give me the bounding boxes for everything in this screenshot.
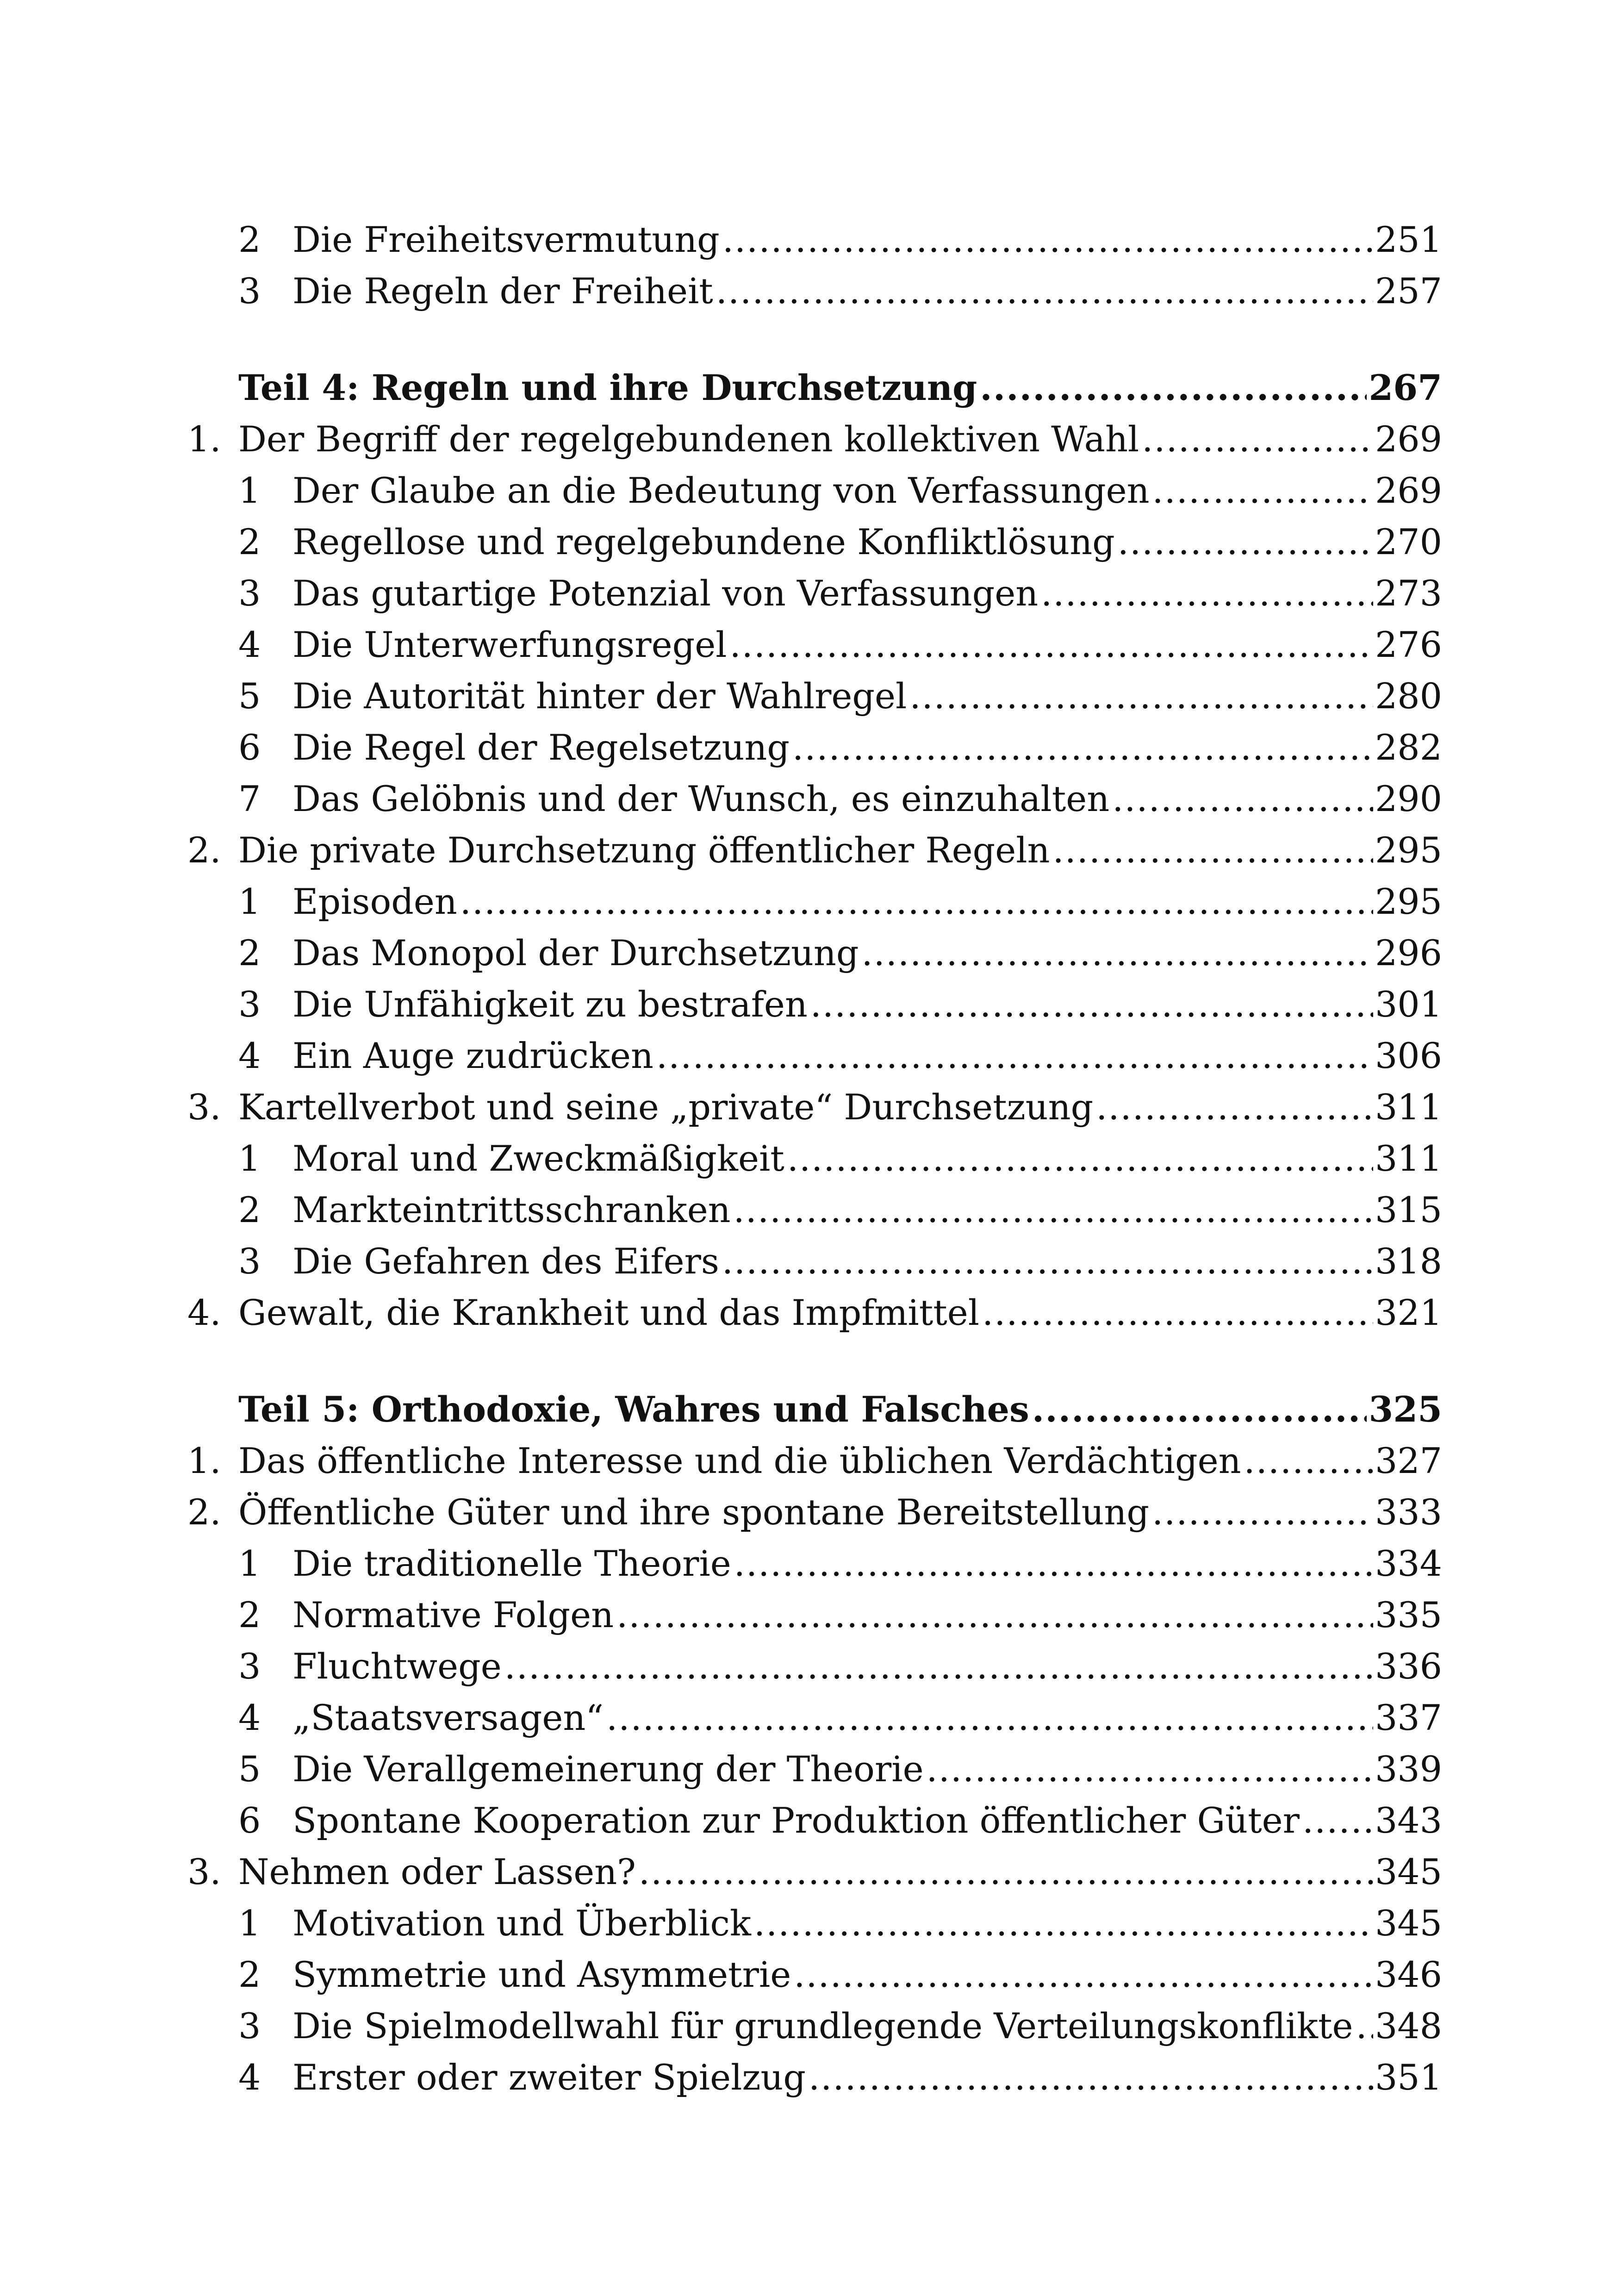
toc-entry-page: 295	[1375, 881, 1442, 922]
toc-entry-line	[238, 1435, 1442, 1486]
dot-leader	[927, 1743, 1373, 1795]
toc-entry-number: 4	[238, 2057, 261, 2098]
toc-entry-page: 333	[1375, 1491, 1442, 1533]
dot-leader	[810, 979, 1373, 1030]
dot-leader	[1118, 516, 1373, 568]
toc-entry-number: 1	[238, 1543, 261, 1584]
toc-entry-page: 311	[1375, 1086, 1442, 1128]
toc-entry-page: 295	[1375, 830, 1442, 871]
toc-entry-title: Die Unfähigkeit zu bestrafen	[292, 984, 808, 1025]
toc-entry-line	[292, 1692, 1442, 1743]
toc-entry-line	[292, 568, 1442, 619]
toc-entry-page: 273	[1375, 573, 1442, 614]
toc-entry	[0, 670, 1618, 722]
dot-leader	[809, 2052, 1373, 2103]
toc-entry-line	[292, 516, 1442, 568]
toc-entry-title: Das Monopol der Durchsetzung	[292, 932, 859, 973]
toc-entry	[0, 1030, 1618, 1081]
toc-entry-number: 2	[238, 1954, 261, 1995]
toc-entry-line	[292, 1795, 1442, 1846]
dot-leader	[1041, 568, 1373, 619]
toc-entry-number: 3	[238, 984, 261, 1025]
dot-leader	[616, 1589, 1373, 1641]
toc-entry	[0, 1486, 1618, 1538]
toc-entry-number: 2	[238, 1189, 261, 1230]
toc-entry-number: 1	[238, 470, 261, 511]
toc-entry-line	[292, 1235, 1442, 1287]
dot-leader	[656, 1030, 1373, 1081]
toc-entry-title: Die Gefahren des Eifers	[292, 1241, 719, 1282]
toc-entry-page: 339	[1375, 1748, 1442, 1790]
toc-entry-title: Teil 5: Orthodoxie, Wahres und Falsches	[238, 1389, 1029, 1430]
toc-entry-number: 3	[238, 2005, 261, 2046]
toc-entry-line	[292, 979, 1442, 1030]
toc-entry-number: 3	[238, 1646, 261, 1687]
dot-leader	[1052, 824, 1373, 876]
dot-leader	[722, 214, 1373, 265]
toc-entry-line	[292, 927, 1442, 979]
toc-entry-line	[238, 1081, 1442, 1133]
toc-entry-title: Die Verallgemeinerung der Theorie	[292, 1748, 924, 1790]
toc-entry-line	[292, 670, 1442, 722]
dot-leader	[754, 1897, 1373, 1949]
dot-leader	[504, 1641, 1373, 1692]
toc-entry-number: 2	[238, 521, 261, 562]
toc-entry-line	[292, 773, 1442, 824]
toc-entry	[0, 979, 1618, 1030]
toc-entry-title: Das gutartige Potenzial von Verfassungen	[292, 573, 1039, 614]
toc-entry-number: 2	[238, 219, 261, 260]
toc-entry-page: 345	[1375, 1903, 1442, 1944]
toc-entry	[0, 876, 1618, 927]
toc-entry-page: 321	[1375, 1292, 1442, 1333]
toc-entry-title: Der Glaube an die Bedeutung von Verfassungen	[292, 470, 1150, 511]
toc-entry	[0, 1692, 1618, 1743]
dot-leader	[982, 1287, 1373, 1338]
toc-entry-number: 4	[238, 624, 261, 665]
toc-entry-number: 3	[238, 1241, 261, 1282]
toc-entry	[0, 2000, 1618, 2052]
toc-entry-title: Die Spielmodellwahl für grundlegende Verteilungskonflikte	[292, 2005, 1353, 2046]
dot-leader	[1152, 465, 1373, 516]
toc-entry-page: 351	[1375, 2057, 1442, 2098]
dot-leader	[1152, 1486, 1373, 1538]
toc-entry-page: 290	[1375, 778, 1442, 819]
toc-entry-page: 343	[1375, 1800, 1442, 1841]
dot-leader	[716, 265, 1373, 317]
toc-entry-line	[292, 722, 1442, 773]
dot-leader	[639, 1846, 1373, 1897]
toc-entry	[0, 1081, 1618, 1133]
toc-entry-page: 282	[1375, 727, 1442, 768]
toc-entry-page: 269	[1375, 418, 1442, 460]
toc-entry-page: 276	[1375, 624, 1442, 665]
toc-entry-line	[292, 876, 1442, 927]
toc-entry-title: Markteintrittsschranken	[292, 1189, 731, 1230]
toc-entry-title: Teil 4: Regeln und ihre Durchsetzung	[238, 367, 977, 408]
toc-entry	[0, 824, 1618, 876]
toc-entry	[0, 413, 1618, 465]
toc-entry	[0, 516, 1618, 568]
toc-entry-page: 346	[1375, 1954, 1442, 1995]
toc-entry-title: Symmetrie und Asymmetrie	[292, 1954, 791, 1995]
toc-entry-title: Das öffentliche Interesse und die üblichen Verdächtigen	[238, 1440, 1241, 1481]
toc-entry-number: 1.	[187, 418, 221, 460]
toc-entry-page: 335	[1375, 1594, 1442, 1635]
toc-entry-number: 5	[238, 675, 261, 717]
toc-entry	[0, 1133, 1618, 1184]
toc-entry-title: Gewalt, die Krankheit und das Impfmittel	[238, 1292, 980, 1333]
toc-entry-title: Die Regel der Regelsetzung	[292, 727, 790, 768]
toc-entry	[0, 1641, 1618, 1692]
toc-entry-page: 325	[1369, 1389, 1442, 1430]
toc-entry-line	[292, 265, 1442, 317]
toc-entry-line	[238, 362, 1442, 413]
toc-entry	[0, 722, 1618, 773]
toc-entry	[0, 1589, 1618, 1641]
dot-leader	[980, 362, 1367, 413]
toc-entry	[0, 1743, 1618, 1795]
dot-leader	[909, 670, 1373, 722]
dot-leader	[734, 1538, 1373, 1589]
toc-entry	[0, 465, 1618, 516]
toc-entry	[0, 619, 1618, 670]
toc-entry-number: 2	[238, 932, 261, 973]
toc-entry-page: 270	[1375, 521, 1442, 562]
toc-entry-number: 3	[238, 270, 261, 312]
toc-entry-line	[238, 1846, 1442, 1897]
toc-entry-page: 345	[1375, 1851, 1442, 1892]
toc-entry	[0, 265, 1618, 317]
toc-entry-page: 327	[1375, 1440, 1442, 1481]
toc-entry	[0, 1287, 1618, 1338]
toc-entry-page: 318	[1375, 1241, 1442, 1282]
dot-leader	[794, 1949, 1373, 2000]
toc-entry-number: 4	[238, 1697, 261, 1738]
toc-entry-number: 5	[238, 1748, 261, 1790]
toc-entry-line	[292, 1589, 1442, 1641]
toc-entry-number: 3	[238, 573, 261, 614]
toc-entry-number: 6	[238, 1800, 261, 1841]
toc-entry-page: 257	[1375, 270, 1442, 312]
toc-entry	[0, 2052, 1618, 2103]
dot-leader	[1302, 1795, 1373, 1846]
dot-leader	[1112, 773, 1373, 824]
toc-entry-number: 1	[238, 881, 261, 922]
toc-entry-title: Episoden	[292, 881, 457, 922]
toc-entry-title: Der Begriff der regelgebundenen kollektiven Wahl	[238, 418, 1139, 460]
dot-leader	[730, 619, 1373, 670]
toc-entry-number: 4.	[187, 1292, 221, 1333]
toc-entry	[0, 773, 1618, 824]
toc-entry-number: 2	[238, 1594, 261, 1635]
toc-entry-page: 301	[1375, 984, 1442, 1025]
toc-entry-title: Das Gelöbnis und der Wunsch, es einzuhalten	[292, 778, 1110, 819]
toc-entry-line	[292, 1949, 1442, 2000]
toc-entry	[0, 1897, 1618, 1949]
toc-entry-title: Moral und Zweckmäßigkeit	[292, 1138, 784, 1179]
toc-entry-number: 1	[238, 1903, 261, 1944]
toc-entry-title: Spontane Kooperation zur Produktion öffentlicher Güter	[292, 1800, 1300, 1841]
toc-entry-line	[292, 1743, 1442, 1795]
toc-entry-page: 337	[1375, 1697, 1442, 1738]
toc-entry-line	[292, 465, 1442, 516]
toc-part-heading	[0, 1384, 1618, 1435]
toc-entry-line	[292, 2000, 1442, 2052]
toc-entry-page: 315	[1375, 1189, 1442, 1230]
toc-entry-line	[238, 824, 1442, 876]
toc-entry-page: 336	[1375, 1646, 1442, 1687]
toc-entry	[0, 1235, 1618, 1287]
toc-entry-number: 3.	[187, 1851, 221, 1892]
toc-entry	[0, 1184, 1618, 1235]
toc-entry-title: Die Unterwerfungsregel	[292, 624, 727, 665]
toc-entry-line	[292, 1641, 1442, 1692]
toc-entry-title: Die traditionelle Theorie	[292, 1543, 731, 1584]
toc-entry-title: Die Autorität hinter der Wahlregel	[292, 675, 907, 717]
toc-entry-title: Motivation und Überblick	[292, 1903, 751, 1944]
toc-entry	[0, 1795, 1618, 1846]
dot-leader	[1096, 1081, 1373, 1133]
toc-entry-page: 280	[1375, 675, 1442, 717]
toc-entry-title: Nehmen oder Lassen?	[238, 1851, 636, 1892]
toc-entry-number: 2.	[187, 830, 221, 871]
toc-entry	[0, 927, 1618, 979]
toc-entry-title: Ein Auge zudrücken	[292, 1035, 653, 1076]
toc-entry-line	[238, 413, 1442, 465]
toc-entry-number: 3.	[187, 1086, 221, 1128]
toc-entry-title: Normative Folgen	[292, 1594, 614, 1635]
toc-part-heading	[0, 362, 1618, 413]
toc-entry-title: Die Freiheitsvermutung	[292, 219, 720, 260]
toc-entry	[0, 1949, 1618, 2000]
dot-leader	[787, 1133, 1373, 1184]
toc-entry-title: Die Regeln der Freiheit	[292, 270, 713, 312]
toc-entry-title: Die private Durchsetzung öffentlicher Regeln	[238, 830, 1050, 871]
toc-entry-page: 251	[1375, 219, 1442, 260]
toc-entry-title: Öffentliche Güter und ihre spontane Bereitstellung	[238, 1491, 1150, 1533]
dot-leader	[734, 1184, 1373, 1235]
toc-entry-line	[292, 1030, 1442, 1081]
dot-leader	[606, 1692, 1373, 1743]
toc-entry-number: 7	[238, 778, 261, 819]
toc-entry-line	[292, 2052, 1442, 2103]
toc-entry-line	[292, 214, 1442, 265]
dot-leader	[1142, 413, 1373, 465]
toc-entry-title: Kartellverbot und seine „private“ Durchsetzung	[238, 1086, 1094, 1128]
toc-entry-title: Erster oder zweiter Spielzug	[292, 2057, 806, 2098]
dot-leader	[862, 927, 1373, 979]
toc-entry-number: 1	[238, 1138, 261, 1179]
toc-entry	[0, 214, 1618, 265]
toc-entry	[0, 568, 1618, 619]
toc-entry-line	[238, 1384, 1442, 1435]
dot-leader	[1244, 1435, 1373, 1486]
toc-entry-line	[292, 1538, 1442, 1589]
toc-entry-number: 4	[238, 1035, 261, 1076]
toc-entry-number: 1.	[187, 1440, 221, 1481]
toc-entry	[0, 1846, 1618, 1897]
toc-entry-line	[238, 1287, 1442, 1338]
dot-leader	[722, 1235, 1373, 1287]
toc-entry-page: 334	[1375, 1543, 1442, 1584]
toc-entry	[0, 1435, 1618, 1486]
toc-entry-line	[292, 1897, 1442, 1949]
toc-entry-title: Fluchtwege	[292, 1646, 502, 1687]
table-of-contents	[0, 214, 1618, 2103]
dot-leader	[460, 876, 1373, 927]
toc-entry-page: 311	[1375, 1138, 1442, 1179]
toc-entry-page: 269	[1375, 470, 1442, 511]
toc-entry-line	[292, 619, 1442, 670]
dot-leader	[1356, 2000, 1373, 2052]
toc-entry-number: 6	[238, 727, 261, 768]
toc-entry-page: 296	[1375, 932, 1442, 973]
toc-entry-title: Regellose und regelgebundene Konfliktlösung	[292, 521, 1115, 562]
toc-entry-line	[238, 1486, 1442, 1538]
toc-entry-line	[292, 1133, 1442, 1184]
dot-leader	[1032, 1384, 1367, 1435]
toc-entry-page: 348	[1375, 2005, 1442, 2046]
toc-entry-title: „Staatsversagen“	[292, 1697, 604, 1738]
toc-entry-page: 306	[1375, 1035, 1442, 1076]
toc-entry-number: 2.	[187, 1491, 221, 1533]
toc-entry	[0, 1538, 1618, 1589]
toc-entry-line	[292, 1184, 1442, 1235]
toc-entry-page: 267	[1369, 367, 1442, 408]
dot-leader	[792, 722, 1373, 773]
